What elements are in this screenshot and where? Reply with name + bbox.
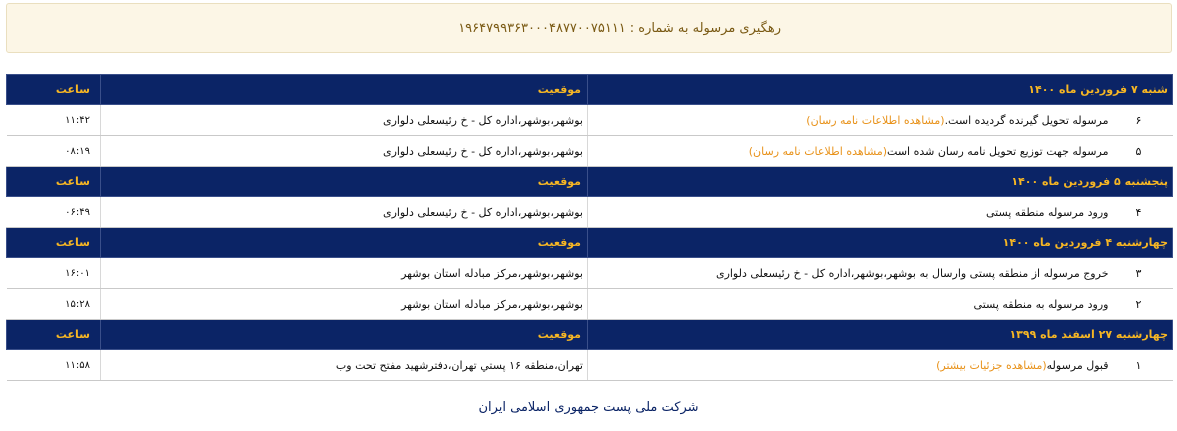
- date-label: پنجشنبه ۵ فروردین ماه ۱۴۰۰: [588, 167, 1173, 197]
- location-column-header: موقعیت: [101, 320, 588, 350]
- event-number: ۱: [1135, 358, 1142, 372]
- event-cell: [588, 289, 1173, 320]
- event-number: ۶: [1135, 113, 1142, 127]
- time-cell: ۱۱:۴۲: [7, 105, 101, 136]
- location-cell: بوشهر،بوشهر،مرکز مبادله استان بوشهر: [101, 258, 588, 289]
- event-number: ۵: [1135, 144, 1142, 158]
- time-cell: ۰۶:۴۹: [7, 197, 101, 228]
- date-group-header: [7, 75, 1173, 105]
- table-row: [7, 197, 1173, 228]
- event-number: ۳: [1135, 266, 1142, 280]
- location-cell: بوشهر،بوشهر،اداره کل - خ رئیسعلی دلواری: [101, 136, 588, 167]
- table-row: [7, 105, 1173, 136]
- time-column-header: ساعت: [7, 167, 101, 197]
- time-column-header: ساعت: [7, 320, 101, 350]
- time-cell: ۰۸:۱۹: [7, 136, 101, 167]
- time-cell: ۱۶:۰۱: [7, 258, 101, 289]
- event-cell: [588, 350, 1173, 381]
- event-description: خروج مرسوله از منطقه پستی وارسال به بوشهر،بوشهر،اداره کل - خ رئیسعلی دلواری: [715, 266, 1109, 280]
- location-cell: بوشهر،بوشهر،اداره کل - خ رئیسعلی دلواری: [101, 105, 588, 136]
- time-column-header: ساعت: [7, 75, 101, 105]
- event-number: ۴: [1135, 205, 1142, 219]
- date-group-header: [7, 320, 1173, 350]
- date-group-header: [7, 167, 1173, 197]
- event-cell: [588, 136, 1173, 167]
- details-link[interactable]: (مشاهده اطلاعات نامه رسان): [748, 144, 888, 158]
- location-column-header: موقعیت: [101, 167, 588, 197]
- date-label: شنبه ۷ فروردین ماه ۱۴۰۰: [588, 75, 1173, 105]
- time-column-header: ساعت: [7, 228, 101, 258]
- event-cell: [588, 105, 1173, 136]
- location-column-header: موقعیت: [101, 75, 588, 105]
- event-description: ورود مرسوله به منطقه پستی: [973, 297, 1109, 311]
- location-cell: بوشهر،بوشهر،مرکز مبادله استان بوشهر: [101, 289, 588, 320]
- footer-text: شرکت ملی پست جمهوری اسلامی ایران: [478, 400, 699, 415]
- table-row: [7, 289, 1173, 320]
- event-cell: [588, 258, 1173, 289]
- date-group-header: [7, 228, 1173, 258]
- location-column-header: موقعیت: [101, 228, 588, 258]
- event-number: ۲: [1135, 297, 1142, 311]
- tracking-label: رهگیری مرسوله به شماره :: [629, 20, 781, 36]
- event-description: مرسوله جهت توزیع تحویل نامه رسان شده است: [887, 144, 1109, 158]
- time-cell: ۱۱:۵۸: [7, 350, 101, 381]
- event-description: قبول مرسوله: [1046, 358, 1109, 372]
- location-cell: تهران،منطقه ۱۶ پستي تهران،دفترشهيد مفتح تحت وب: [101, 350, 588, 381]
- date-label: چهارشنبه ۲۷ اسفند ماه ۱۳۹۹: [588, 320, 1173, 350]
- date-label: چهارشنبه ۴ فروردین ماه ۱۴۰۰: [588, 228, 1173, 258]
- location-cell: بوشهر،بوشهر،اداره کل - خ رئیسعلی دلواری: [101, 197, 588, 228]
- event-cell: [588, 197, 1173, 228]
- time-cell: ۱۵:۲۸: [7, 289, 101, 320]
- tracking-banner: [6, 3, 1172, 53]
- tracking-table: [6, 74, 1173, 381]
- table-row: [7, 258, 1173, 289]
- event-description: مرسوله تحویل گیرنده گردیده است.: [944, 113, 1109, 127]
- event-description: ورود مرسوله منطقه پستی: [986, 205, 1109, 219]
- table-row: [7, 350, 1173, 381]
- details-link[interactable]: (مشاهده اطلاعات نامه رسان): [806, 113, 945, 127]
- tracking-number: ۱۹۶۴۷۹۹۳۶۳۰۰۰۴۸۷۷۰۰۷۵۱۱۱: [458, 20, 626, 36]
- table-row: [7, 136, 1173, 167]
- details-link[interactable]: (مشاهده جزئیات بیشتر): [936, 358, 1047, 372]
